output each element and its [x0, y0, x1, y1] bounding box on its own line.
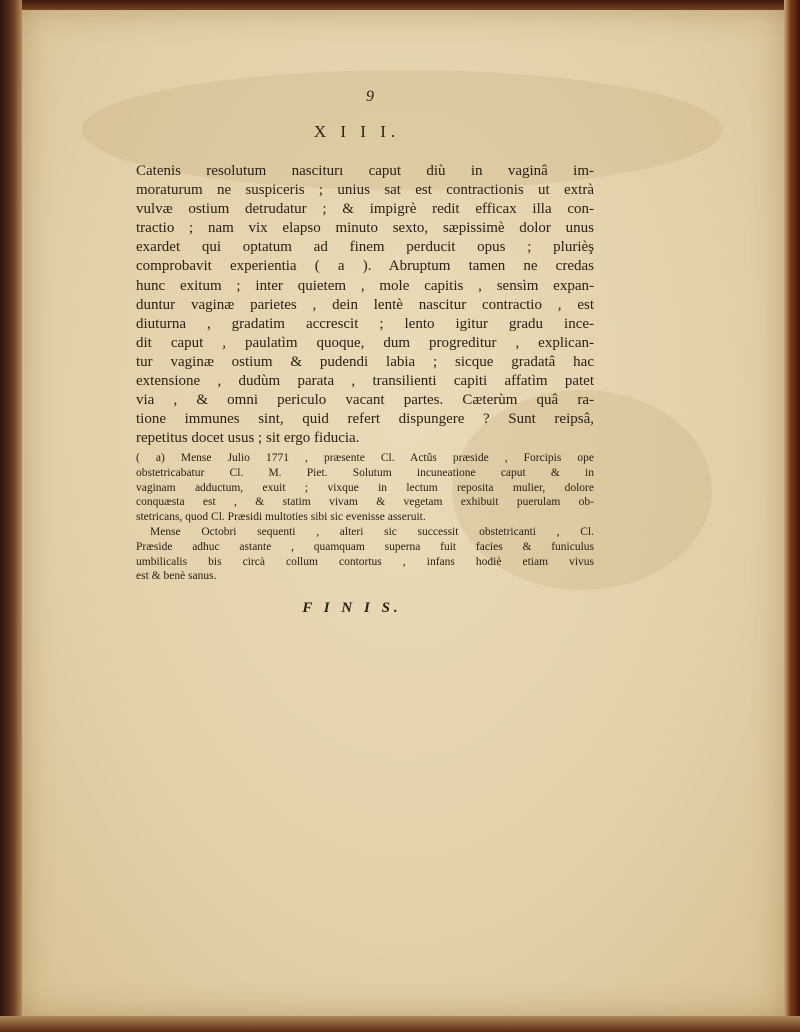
body-paragraph [136, 162, 594, 448]
footnote-line: est & benè sanus. [136, 570, 217, 583]
book-binding-left [0, 0, 22, 1032]
finis-heading: F I N I S. [302, 600, 402, 616]
footnote-line: Mense Octobri sequenti , alteri sic successit obstetricanti , Cl. [150, 525, 594, 538]
body-line: repetitus docet usus ; sit ergo fiducia. [136, 430, 360, 447]
body-line: dit caput , paulatìm quoque, dum progreditur , explican- [136, 334, 594, 351]
book-binding-bottom [0, 1016, 800, 1032]
body-line: tractio ; nam vix elapso minuto sexto, sæpissimè dolor unus [136, 220, 594, 237]
body-line: vulvæ ostium detrudatur ; & impigrè redit efficax illa con- [136, 201, 594, 218]
body-line: tione immunes sint, quid refert dispungere ? Sunt reipsâ, [136, 411, 594, 428]
body-line: exardet qui optatum ad finem perducit opus ; plurièş [136, 239, 594, 256]
body-line: diuturna , gradatim accrescit ; lento igitur gradu ince- [136, 315, 594, 332]
body-line: tur vaginæ ostium & pudendi labia ; sicque gradatâ hac [136, 353, 594, 370]
page-number: 9 [366, 88, 374, 105]
body-line: duntur vaginæ parietes , dein lentè nascitur contractio , est [136, 296, 594, 313]
section-title: X I I I. [313, 122, 401, 141]
footnote [136, 451, 594, 584]
body-line: Catenis resolutum nasciturı caput diù in vaginâ im- [136, 163, 594, 179]
book-binding-top [0, 0, 800, 10]
body-line: extensione , dudùm parata , transilienti capiti affatìm patet [136, 373, 594, 390]
footnote-line: obstetricabatur Cl. M. Piet. Solutum incuneatione caput & in [136, 466, 594, 479]
footnote-line: umbilicalis bis circà collum contortus , infans hodiè etiam vivus [136, 555, 594, 568]
body-line: comprobavit experientia ( a ). Abruptum tamen ne credas [136, 258, 594, 275]
footnote-line: vaginam adductum, exuit ; vixque in lectum reposita mulier, dolore [136, 481, 594, 494]
book-binding-right [784, 0, 800, 1032]
footnote-line: stetricans, quod Cl. Præsidi multoties sibi sic evenisse asseruit. [136, 511, 426, 524]
book-page [22, 10, 784, 1016]
body-line: via , & omni periculo vacant partes. Cæterùm quâ ra- [136, 392, 594, 409]
footnote-line: ( a) Mense Julio 1771 , præsente Cl. Actûs præside , Forcipis ope [136, 452, 594, 464]
body-line: moraturum ne suspiceris ; unius sat est contractionis ut extrà [136, 182, 594, 199]
footnote-line: Præside adhuc astante , quamquam superna fuit facies & funiculus [136, 540, 594, 553]
footnote-line: conquæsta est , & statim vivam & vegetam exhibuit puerulam ob- [136, 496, 594, 509]
body-line: hunc exitum ; inter quietem , mole capitis , sensìm expan- [136, 277, 594, 294]
